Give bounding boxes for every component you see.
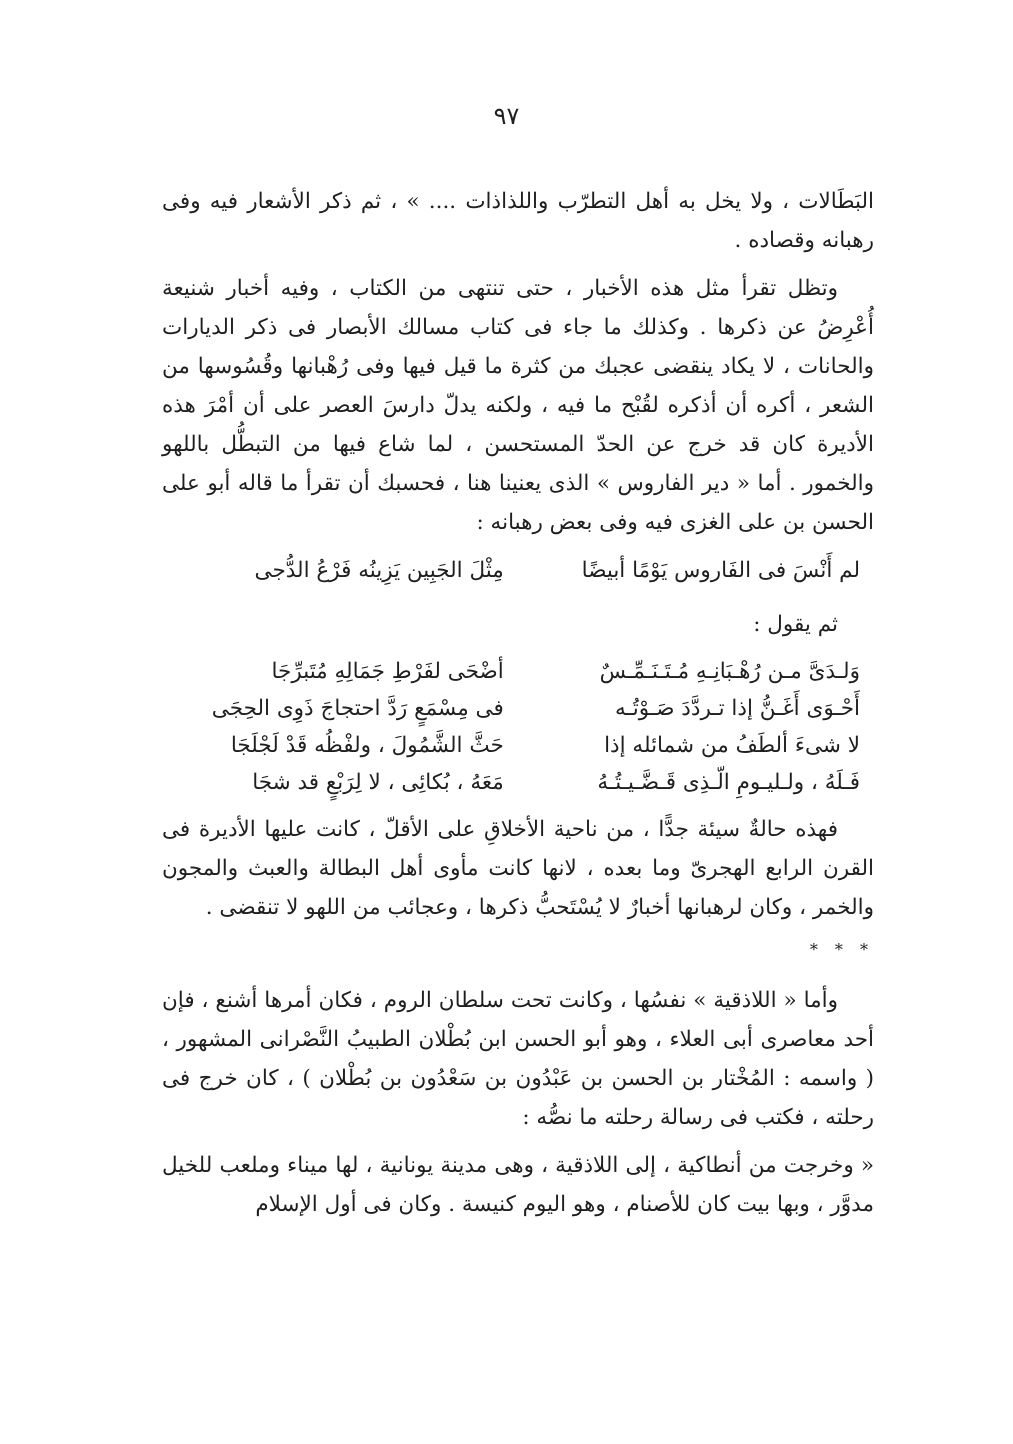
hemistich-second: حَثَّ الشَّمُولَ ، ولفْظُه قَدْ لَجْلَجَا	[230, 733, 504, 758]
page-number: ٩٧	[493, 102, 520, 130]
paragraph-2: وتظل تقرأ مثل هذه الأخبار ، حتى تنتهى من الكتاب ، وفيه أخبار شنيعة أُعْرِضُ عن ذكرها . وكذلك ما جاء فى كتاب مسالك الأبصار فى ذكر الديارات والحانات ، لا يكاد ينقضى عجبك من كثرة ما قيل فيها وفى رُهْبانها وقُسُوسها من الشعر ، أكره أن أذكره لقُبْح ما فيه ، ولكنه يدلّ دارسَ العصر على أن أمْرَ هذه الأديرة كان قد خرج عن الحدّ المستحسن ، لما شاع فيها من التبطُّل باللهو والخمور . أما « دير الفاروس » الذى يعنينا هنا ، فحسبك أن تقرأ ما قاله أبو على الحسن بن على الغزى فيه وفى بعض رهبانه :	[162, 276, 874, 535]
verse-line	[162, 690, 874, 727]
verse-line	[162, 727, 874, 764]
paragraph-3: ثم يقول :	[753, 612, 838, 637]
hemistich-first: فَـلَهُ ، ولـليـومِ الّـذِى قَـضَّـيـتُـهُ	[597, 770, 860, 795]
paragraph-1: البَطَالات ، ولا يخل به أهل التطرّب واللذاذات .... » ، ثم ذكر الأشعار فيه وفى رهبانه وقصاده .	[162, 189, 874, 253]
hemistich-second: فى مِسْمَعٍ رَدَّ احتجاجَ ذَوِى الحِجَى	[211, 696, 504, 721]
hemistich-first: لم أَنْسَ فى الفَاروس يَوْمًا أبيضًا	[581, 558, 860, 583]
hemistich-first: لا شىءَ ألطَفُ من شمائله إذا	[604, 733, 860, 758]
paragraph-6: « وخرجت من أنطاكية ، إلى اللاذقية ، وهى مدينة يونانية ، لها ميناء وملعب للخيل مدوَّر ، وبها بيت كان للأصنام ، وهو اليوم كنيسة . وكان فى أول الإسلام	[162, 1153, 874, 1217]
poem-single-verse	[162, 551, 874, 591]
hemistich-first: أَحْـوَى أَغَـنُّ إذا تـردَّدَ صَـوْتُـه	[614, 696, 860, 721]
verse-line	[162, 764, 874, 801]
section-separator: * * *	[809, 940, 874, 959]
hemistich-second: مِثْلَ الجَبِين يَزِينُه فَرْعُ الدُّجى	[254, 558, 504, 583]
paragraph-4: فهذه حالةٌ سيئة جدًّا ، من ناحية الأخلاقِ على الأقلّ ، كانت عليها الأديرة فى القرن الرابع الهجرىّ وما بعده ، لانها كانت مأوى أهل البطالة والعبث والمجون والخمر ، وكان لرهبانها أخبارٌ لا يُسْتَحبُّ ذكرها ، وعجائب من اللهو لا تنقضى .	[162, 817, 874, 920]
hemistich-first: وَلـدَىَّ مـن رُهْـبَانِـهِ مُـتَـنَـمِّـسٌ	[599, 659, 860, 684]
paragraph-5: وأما « اللاذقية » نفسُها ، وكانت تحت سلطان الروم ، فكان أمرها أشنع ، فإن أحد معاصرى أبى العلاء ، وهو أبو الحسن ابن بُطْلان الطبيبُ النَّصْرانى المشهور ، ( واسمه : المُخْتار بن الحسن بن عَبْدُون بن سَعْدُون بن بُطْلان ) ، كان خرج فى رحلته ، فكتب فى رسالة رحلته ما نصُّه :	[162, 988, 874, 1130]
hemistich-second: أضْحَى لفَرْطِ جَمَالِهِ مُتَبرِّجَا	[271, 659, 504, 684]
hemistich-second: مَعَهُ ، بُكائِى ، لا لِرَبْعٍ قد شجَا	[252, 770, 504, 795]
page-body	[162, 182, 874, 1224]
poem-quatrain	[162, 653, 874, 801]
verse-line	[162, 653, 874, 690]
verse-line	[162, 551, 874, 591]
